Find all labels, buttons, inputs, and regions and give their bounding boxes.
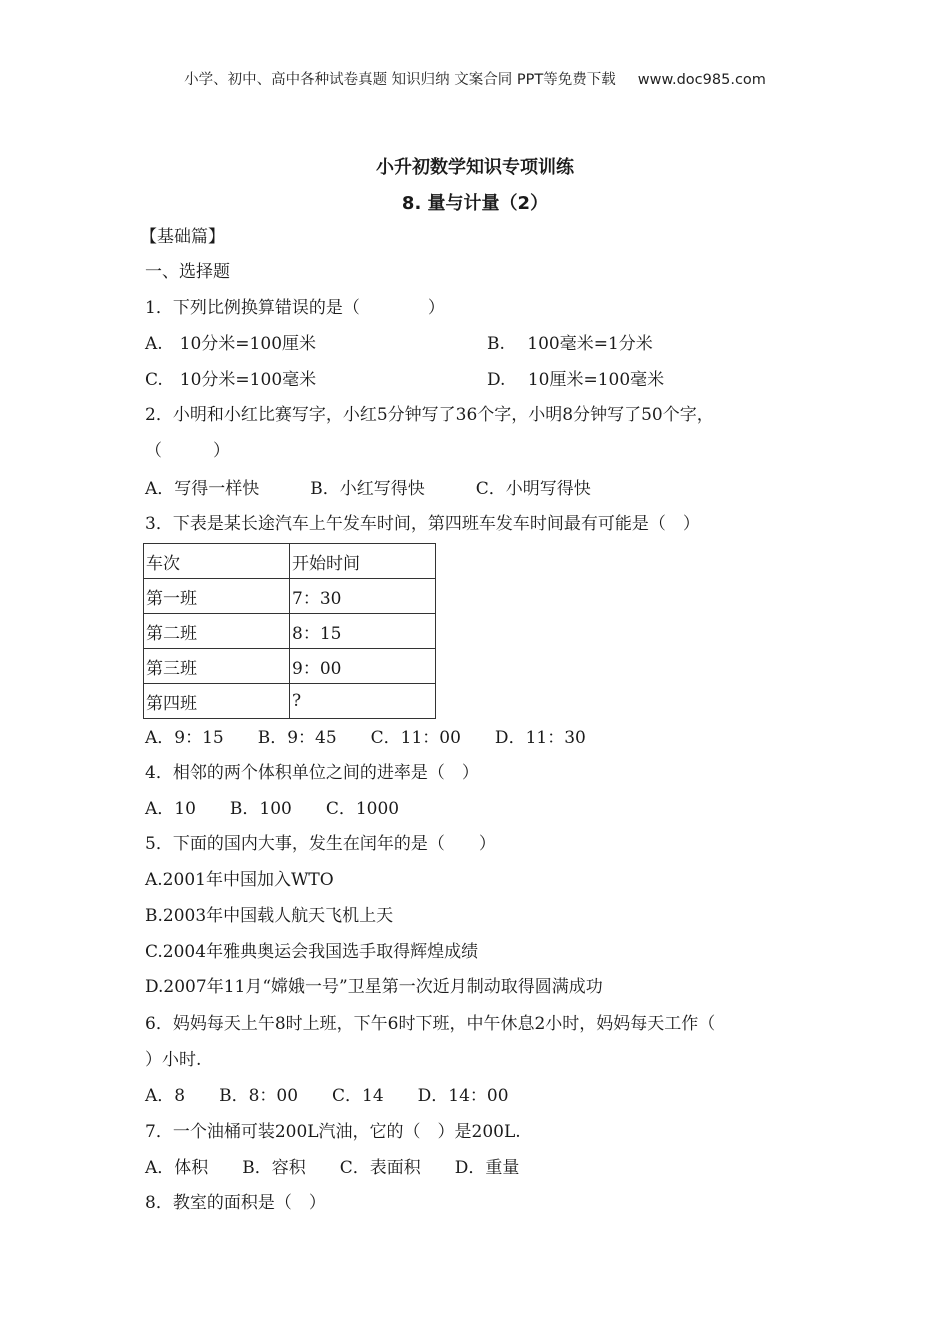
document-title: 小升初数学知识专项训练	[376, 157, 574, 178]
table-header-cell: 开始时间	[290, 544, 436, 579]
table-row	[144, 684, 436, 719]
table-cell: 7：30	[290, 579, 436, 614]
table-row	[144, 579, 436, 614]
question-1-option-b: B. 100毫米=1分米	[487, 334, 653, 354]
table-header-cell: 车次	[144, 544, 290, 579]
bus-schedule-table	[143, 543, 436, 719]
table-cell: 第三班	[144, 649, 290, 684]
table-cell: 第四班	[144, 684, 290, 719]
question-1-stem: 1．下列比例换算错误的是（ ）	[145, 298, 445, 318]
table-cell: ?	[290, 684, 436, 719]
question-2-options: A．写得一样快 B．小红写得快 C．小明写得快	[145, 479, 591, 499]
question-2-stem: 2．小明和小红比赛写字，小红5分钟写了36个字，小明8分钟写了50个字，	[145, 405, 714, 425]
question-1-option-c: C. 10分米=100毫米	[145, 370, 317, 390]
header-tagline: 小学、初中、高中各种试卷真题 知识归纳 文案合同 PPT等免费下载	[184, 72, 616, 88]
question-5-option-a: A.2001年中国加入WTO	[145, 870, 334, 890]
page-header	[0, 68, 950, 89]
question-3-stem: 3．下表是某长途汽车上午发车时间，第四班车发车时间最有可能是（ ）	[145, 514, 700, 534]
question-5-option-b: B.2003年中国载人航天飞机上天	[145, 906, 394, 926]
section-heading: 【基础篇】	[140, 227, 225, 247]
question-1-option-a: A. 10分米=100厘米	[145, 334, 317, 354]
part-heading: 一、选择题	[145, 262, 230, 282]
table-cell: 第二班	[144, 614, 290, 649]
header-site-url[interactable]: www.doc985.com	[637, 72, 766, 88]
question-3-options: A．9：15 B．9：45 C．11：00 D．11：30	[145, 728, 586, 748]
question-1-option-d: D. 10厘米=100毫米	[487, 370, 665, 390]
question-7-options: A．体积 B．容积 C．表面积 D．重量	[145, 1158, 520, 1178]
table-row	[144, 614, 436, 649]
question-5-stem: 5．下面的国内大事，发生在闰年的是（ ）	[145, 834, 496, 854]
table-cell: 第一班	[144, 579, 290, 614]
table-cell: 8：15	[290, 614, 436, 649]
document-subtitle: 8. 量与计量（2）	[401, 193, 549, 214]
table-cell: 9：00	[290, 649, 436, 684]
question-6-stem: 6．妈妈每天上午8时上班，下午6时下班，中午休息2小时，妈妈每天工作（	[145, 1014, 716, 1034]
question-5-option-c: C.2004年雅典奥运会我国选手取得辉煌成绩	[145, 942, 479, 962]
table-header-row	[144, 544, 436, 579]
question-5-option-d: D.2007年11月“嫦娥一号”卫星第一次近月制动取得圆满成功	[145, 977, 603, 997]
table-row	[144, 649, 436, 684]
question-6-options: A．8 B．8：00 C．14 D．14：00	[145, 1086, 509, 1106]
question-2-answer-paren: （ ）	[145, 441, 230, 461]
question-8-stem: 8．教室的面积是（ ）	[145, 1193, 326, 1213]
question-6-continuation: ）小时.	[145, 1050, 202, 1070]
question-4-stem: 4．相邻的两个体积单位之间的进率是（ ）	[145, 763, 479, 783]
question-4-options: A．10 B．100 C．1000	[145, 799, 400, 819]
question-7-stem: 7．一个油桶可装200L汽油，它的（ ）是200L.	[145, 1122, 521, 1142]
